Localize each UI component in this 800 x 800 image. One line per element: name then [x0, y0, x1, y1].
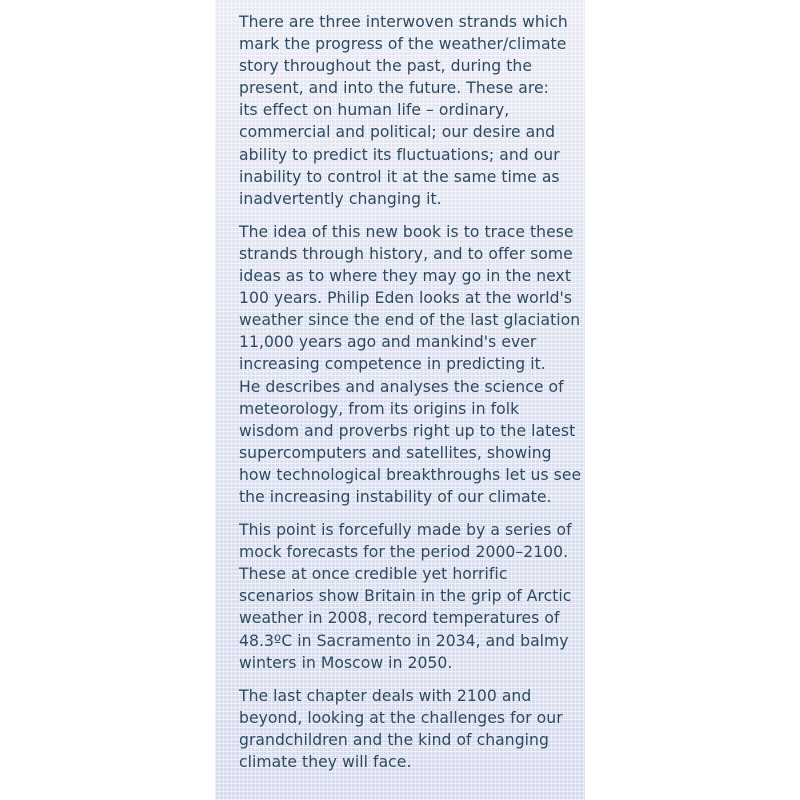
text-line: mock forecasts for the period 2000–2100.	[239, 543, 569, 562]
text-line: mark the progress of the weather/climate	[239, 35, 567, 54]
text-line: strands through history, and to offer some	[239, 244, 573, 263]
text-line: beyond, looking at the challenges for our	[239, 708, 563, 727]
paragraph-4	[239, 685, 584, 773]
text-line: ability to predict its fluctuations; and our	[239, 145, 560, 164]
text-line: These at once credible yet horrific	[239, 565, 508, 584]
text-line: increasing competence in predicting it.	[239, 355, 546, 374]
text-line: the increasing instability of our climate.	[239, 487, 552, 506]
text-line: ideas as to where they may go in the next	[239, 267, 571, 286]
text-line: weather in 2008, record temperatures of	[239, 609, 560, 628]
text-line: its effect on human life – ordinary,	[239, 101, 510, 120]
text-line: 11,000 years ago and mankind's ever	[239, 333, 537, 352]
text-line: meteorology, from its origins in folk	[239, 399, 520, 418]
text-line: winters in Moscow in 2050.	[239, 653, 453, 672]
text-line: wisdom and proverbs right up to the latest	[239, 421, 576, 440]
text-line: grandchildren and the kind of changing	[239, 730, 549, 749]
text-line: climate they will face.	[239, 753, 412, 771]
text-line: 100 years. Philip Eden looks at the world's	[239, 289, 573, 308]
text-line: supercomputers and satellites, showing	[239, 443, 552, 462]
book-flap-panel	[215, 0, 585, 800]
text-line: inadvertently changing it.	[239, 189, 442, 208]
text-line: The idea of this new book is to trace these	[239, 222, 574, 241]
text-line: The last chapter deals with 2100 and	[239, 686, 532, 705]
paragraph-3	[239, 519, 584, 674]
text-line: commercial and political; our desire and	[239, 123, 556, 142]
text-line: He describes and analyses the science of	[239, 377, 564, 396]
text-line: There are three interwoven strands which	[239, 13, 568, 31]
text-line: story throughout the past, during the	[239, 57, 532, 76]
text-line: 48.3ºC in Sacramento in 2034, and balmy	[239, 631, 569, 650]
text-line: weather since the end of the last glaciation	[239, 311, 581, 330]
text-line: This point is forcefully made by a series of	[239, 521, 572, 540]
blurb-text	[239, 11, 584, 784]
text-line: inability to control it at the same time as	[239, 167, 560, 186]
text-line: scenarios show Britain in the grip of Arctic	[239, 587, 572, 606]
paragraph-1	[239, 11, 584, 210]
paragraph-2	[239, 221, 584, 508]
text-line: present, and into the future. These are:	[239, 79, 549, 98]
text-line: how technological breakthroughs let us see	[239, 465, 582, 484]
